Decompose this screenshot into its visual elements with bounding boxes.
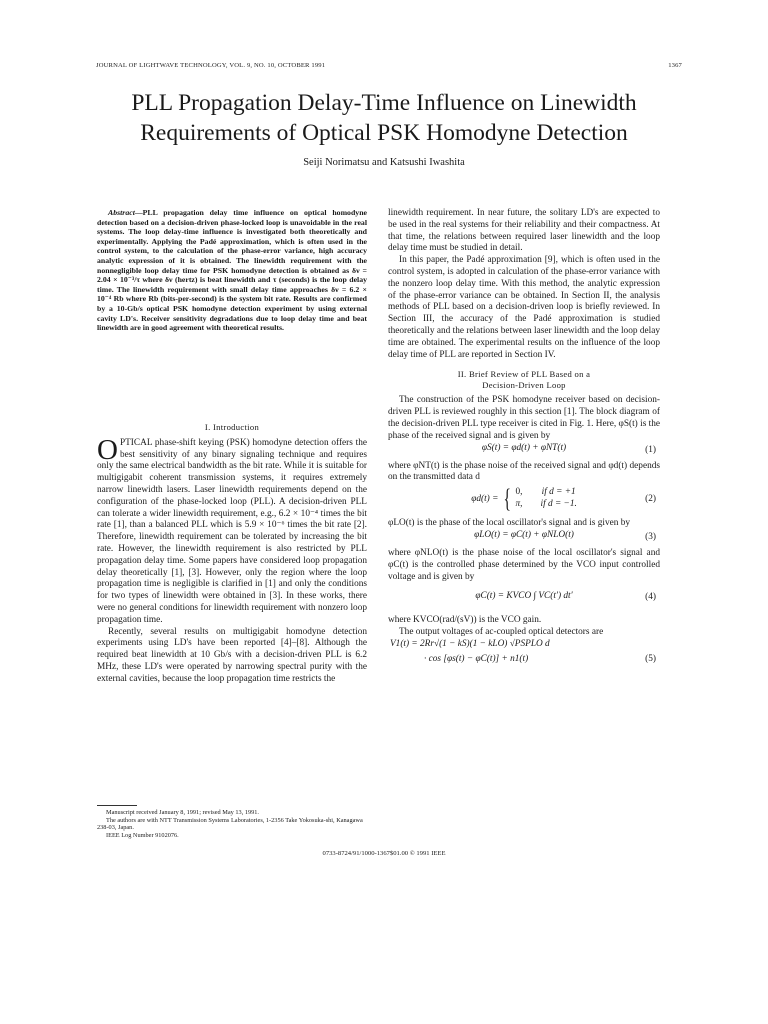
right-paragraph-7: where KVCO(rad/(sV)) is the VCO gain. — [388, 615, 542, 626]
abstract — [97, 208, 367, 414]
right-paragraph-3: The construction of the PSK homodyne receiver based on decision-driven PLL is reviewed roughly in this section [1]. The block diagram of the decision-driven PLL type receiver is cited in Fig. 1. Here, φS(t) is the phase of the received signal and is given by — [388, 395, 660, 441]
right-paragraph-1: linewidth requirement. In near future, the solitary LD's are expected to be used in the real systems for their reliability and their compactness. At that time, the relations between required laser linewidth and the loop delay time must be studied in detail. — [388, 208, 660, 254]
equation-4 — [388, 583, 660, 615]
equation-4-body: φC(t) = KVCO ∫ VC(t′) dt′ — [475, 591, 573, 602]
equation-2-case-1-condition: if d = +1 — [541, 487, 576, 498]
page-number: 1367 — [668, 62, 682, 69]
footnote-rule — [97, 805, 137, 806]
right-paragraph-2: In this paper, the Padé approximation [9], which is often used in the control system, is adopted in calculation of the phase-error variance with the nonzero loop delay time. With this method, the analytic expression of the phase-error variance can be obtained. In Section II, the analysis methods of PLL based on a decision-driven loop is briefly reviewed. In Section III, the accuracy of the Padé approximation is studied theoretically and the relations between laser linewidth and the loop delay time are obtained. The experimental results on the influence of the loop delay time of PLL are reported in Section IV. — [388, 255, 660, 360]
equation-5-line-1-body: V1(t) = 2Rr√(1 − kS)(1 − kLO) √PSPLO d — [390, 638, 550, 649]
equation-2-body — [471, 484, 577, 512]
equation-5-line-2-body: · cos [φs(t) − φC(t)] + n1(t) — [424, 653, 529, 664]
intro-paragraph-2: Recently, several results on multigigabit homodyne detection experiments using LD's have been reported [4]–[8]. Although the required beat linewidth at 10 Gb/s with a decision-driven PLL is 6.2 MHz, these LD's were operated by narrowing spectral purity with the external cavities, because the loop propagation time restricts the — [97, 626, 367, 684]
section-heading-introduction: I. Introduction — [204, 422, 260, 432]
equation-3 — [388, 530, 660, 548]
intro-paragraph-1 — [97, 433, 367, 627]
footnote-log-number: IEEE Log Number 9102076. — [106, 831, 179, 839]
running-head — [96, 62, 682, 74]
section-heading-review-line-2: Decision-Driven Loop — [482, 380, 566, 391]
equation-2-case-1-value: 0, — [515, 487, 523, 498]
equation-1-number: (1) — [645, 444, 656, 455]
equation-1-body: φS(t) = φd(t) + φNT(t) — [481, 442, 567, 453]
section-heading-review-line-1: II. Brief Review of PLL Based on a — [457, 369, 591, 380]
abstract-text: —PLL propagation delay time influence on optical homodyne detection based on a decision-driven phase-locked loop is unavoidable in the real systems. The loop delay-time influence is investigated both theoretically and experimentally. Applying the Padé approximation, which is often used in the control system, to the calculation of the phase-error variance, high accuracy analytic expression of it is obtained. The linewidth requirement with the nonnegligible loop delay time for PSK homodyne detection is obtained as δν = 2.04 × 10⁻³/τ where δν (hertz) is beat linewidth and τ (seconds) is the loop delay time. The linewidth requirement with small delay time approaches δν = 6.2 × 10⁻⁴ Rb where Rb (bits-per-second) is the system bit rate. Results are confirmed by a 10-Gb/s optical PSK homodyne detection experiment by using external cavity LD's. Receiver sensitivity degradations due to loop delay time and beat linewidth are in good agreement with theoretical results. — [97, 208, 367, 333]
author-list: Seiji Norimatsu and Katsushi Iwashita — [303, 157, 465, 168]
equation-2 — [388, 484, 660, 518]
footnote-received: Manuscript received January 8, 1991; revised May 13, 1991. — [106, 809, 260, 816]
journal-name: JOURNAL OF LIGHTWAVE TECHNOLOGY, VOL. 9, NO. 10, OCTOBER 1991 — [96, 62, 326, 69]
equation-4-number: (4) — [645, 592, 656, 603]
left-column — [97, 208, 367, 686]
intro-paragraph-1-text: PTICAL phase-shift keying (PSK) homodyne detection offers the best sensitivity of any binary signaling technique and requires only the same electrical bandwidth as the bit rate. While it is suitable for multigigabit coherent transmission systems, it requires extremely narrow linewidth lasers. Laser linewidth requirements depend on the configuration of the phase-locked loop (PLL). A decision-driven PLL can tolerate a wider linewidth requirement, e.g., 6.2 × 10⁻⁴ times the bit rate [1], than a balanced PLL which is 5.9 × 10⁻⁶ times the bit rate [2]. Therefore, linewidth requirement can be tolerated by increasing the bit rate. However, the linewidth requirement is also restricted by PLL propagation delay time. Some papers have considered loop propagation delay theoretically [1], [3]. However, only the region where the loop propagation time is negligible is clarified in [1] and only the conditions for two types of linewidth were obtained in [3]. In these works, there were no general conditions for linewidth requirement with nonzero loop propagation time. — [97, 437, 367, 625]
right-paragraph-6: where φNLO(t) is the phase noise of the local oscillator's signal and φC(t) is the controlled phase determined by the VCO input controlled voltage and is given by — [388, 547, 660, 582]
equation-2-number: (2) — [645, 494, 656, 505]
right-paragraph-4: where φNT(t) is the phase noise of the received signal and φd(t) depends on the transmitted data d — [388, 460, 660, 483]
copyright-line: 0733-8724/91/1000-1367$01.00 © 1991 IEEE — [322, 850, 446, 857]
title-line-2: Requirements of Optical PSK Homodyne Detection — [140, 120, 628, 146]
right-column — [388, 208, 660, 668]
equation-5-line-1 — [388, 639, 660, 654]
title-line-1: PLL Propagation Delay-Time Influence on Linewidth — [131, 90, 637, 116]
equation-3-number: (3) — [645, 531, 656, 542]
equation-1 — [388, 443, 660, 461]
equation-2-case-2-value: π, — [515, 499, 523, 510]
section-heading-review — [388, 369, 660, 391]
footnote — [97, 805, 367, 839]
right-paragraph-5: φLO(t) is the phase of the local oscillator's signal and is given by — [388, 518, 630, 529]
equation-3-body: φLO(t) = φC(t) + φNLO(t) — [474, 529, 574, 540]
equation-5-line-2 — [388, 654, 660, 668]
drop-cap: O — [97, 433, 118, 466]
footnote-affiliation: The authors are with NTT Transmission Systems Laboratories, 1-2356 Take Yokosuka-shi, Kanagawa 238-03, Japan. — [97, 816, 363, 832]
equation-2-cases — [516, 487, 577, 511]
paper-title — [60, 88, 708, 148]
equation-2-brace: { — [503, 484, 511, 514]
right-paragraph-8: The output voltages of ac-coupled optical detectors are — [399, 627, 604, 638]
equation-2-case-2-condition: if d = −1. — [540, 499, 577, 510]
equation-2-lhs: φd(t) = — [471, 494, 499, 505]
equation-5-number: (5) — [645, 653, 656, 664]
abstract-lead: Abstract — [108, 208, 135, 217]
